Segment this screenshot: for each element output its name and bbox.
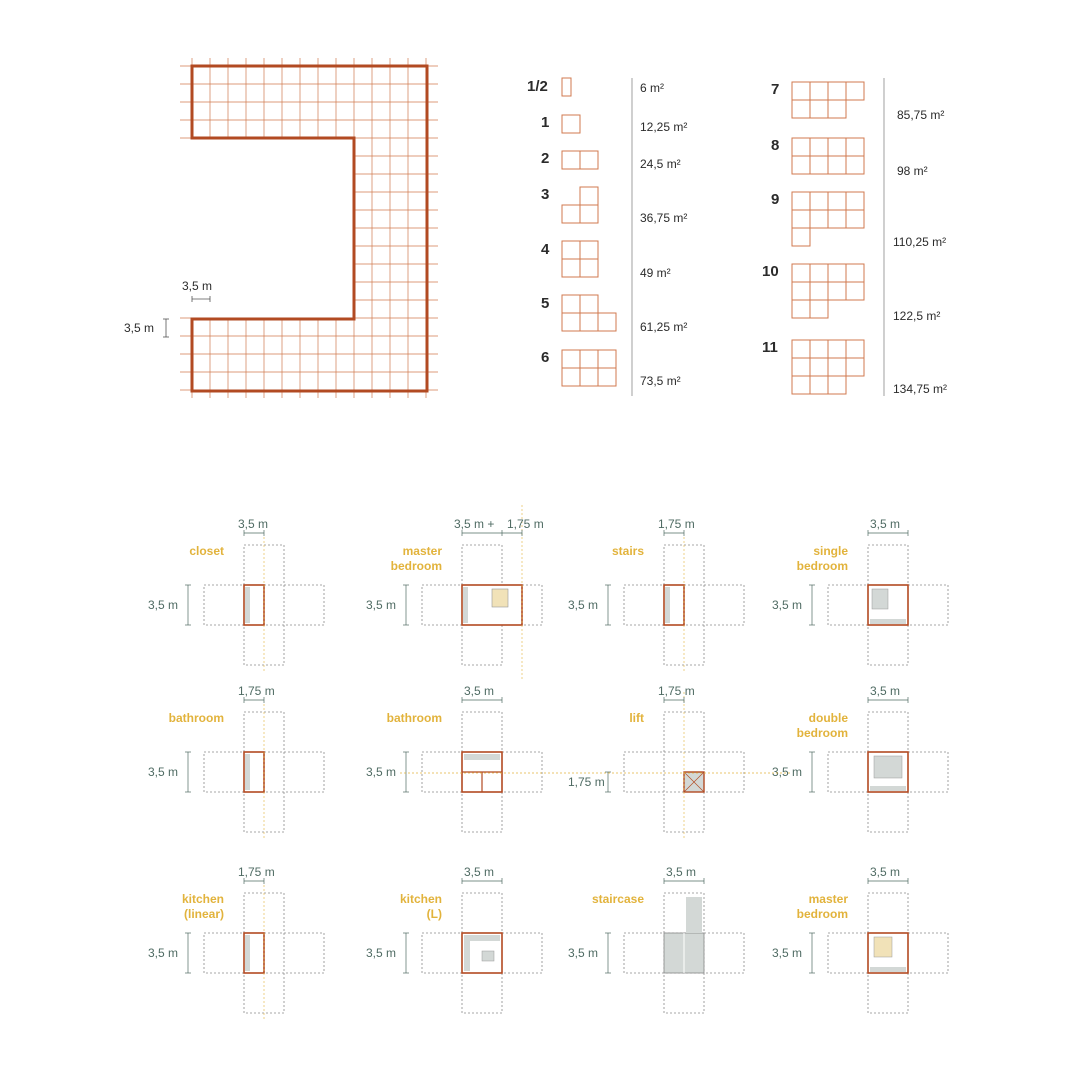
size-entry-10 [771, 191, 946, 249]
size-entry-module [580, 187, 598, 205]
room-label: master [402, 544, 442, 558]
dim-label-top: 3,5 m [666, 865, 697, 879]
size-entry-module [792, 82, 810, 100]
dim-label-side: 3,5 m [772, 765, 803, 779]
size-entry-module [810, 192, 828, 210]
size-entry-module [828, 210, 846, 228]
size-entry-area: 98 m² [897, 164, 928, 178]
size-catalogue [527, 78, 947, 396]
size-entry-module [598, 350, 616, 368]
size-entry-number: 9 [771, 191, 780, 208]
size-entry-9 [771, 137, 928, 178]
module-single-bedroom [772, 517, 948, 665]
room-label: stairs [611, 544, 644, 558]
size-entry-module [562, 350, 580, 368]
size-entry-module [846, 340, 864, 358]
size-entry-module [792, 340, 810, 358]
module-bathroom [366, 684, 542, 832]
size-entry-module [846, 138, 864, 156]
size-entry-module [792, 228, 810, 246]
size-entry-module [580, 205, 598, 223]
bed-icon [492, 589, 508, 607]
size-entry-module [562, 151, 580, 169]
size-entry-2 [541, 114, 687, 134]
room-label: single [813, 544, 848, 558]
size-entry-module [810, 282, 828, 300]
dim-label-side: 3,5 m [148, 946, 179, 960]
dim-label-top: 1,75 m [658, 684, 695, 698]
dim-label-side: 3,5 m [366, 946, 397, 960]
size-entry-module [580, 313, 598, 331]
size-entry-module [828, 282, 846, 300]
bed-icon [872, 589, 888, 609]
size-entry-module [580, 350, 598, 368]
size-entry-module [810, 82, 828, 100]
size-entry-module [828, 100, 846, 118]
size-entry-number: 1/2 [527, 78, 548, 95]
plan-dim-vertical [124, 319, 169, 337]
size-entry-module [792, 192, 810, 210]
size-entry-module [810, 156, 828, 174]
table-icon [482, 951, 494, 961]
dim-label-side: 3,5 m [568, 598, 599, 612]
size-entry-area: 134,75 m² [893, 382, 948, 396]
size-entry-module [562, 295, 580, 313]
size-entry-number: 1 [541, 114, 550, 131]
size-entry-area: 61,25 m² [640, 320, 688, 334]
size-entry-number: 3 [541, 186, 550, 203]
module-double-bedroom [772, 684, 948, 832]
size-entry-module [792, 138, 810, 156]
size-entry-number: 11 [762, 339, 778, 356]
room-furniture [464, 754, 500, 760]
plan-outline [192, 66, 427, 391]
room-furniture [870, 619, 906, 624]
size-entry-module [792, 376, 810, 394]
size-entry-module [810, 264, 828, 282]
size-entry-module [792, 100, 810, 118]
module-master-bedroom [772, 865, 948, 1013]
plan-dim-vertical-label: 3,5 m [124, 321, 155, 335]
dim-label-top: 1,75 m [238, 865, 275, 879]
size-entry-module [810, 100, 828, 118]
module-master-bedroom [366, 505, 544, 680]
size-entry-module [828, 264, 846, 282]
size-entry-number: 4 [541, 241, 550, 258]
u-plan [124, 58, 438, 398]
size-entry-module [846, 156, 864, 174]
size-entry-module [580, 151, 598, 169]
size-entry-area: 49 m² [640, 266, 671, 280]
dim-label-top: 3,5 m + [454, 517, 495, 531]
room-furniture [245, 935, 250, 971]
size-entry-area: 85,75 m² [897, 108, 945, 122]
size-entry-module [792, 156, 810, 174]
room-label: bedroom [796, 559, 848, 573]
module-stairs [568, 517, 744, 673]
size-entry-number: 10 [762, 263, 779, 280]
size-entry-number: 7 [771, 81, 780, 98]
size-entry-module [562, 313, 580, 331]
size-entry-module [828, 358, 846, 376]
size-entry-4 [541, 186, 687, 225]
room-label: bathroom [386, 711, 442, 725]
size-entry-3 [541, 150, 681, 171]
plan-grid [180, 58, 438, 398]
size-entry-module [810, 358, 828, 376]
size-entry-area: 6 m² [640, 81, 664, 95]
room-furniture [463, 587, 468, 623]
room-label: bedroom [796, 907, 848, 921]
bed-icon [874, 756, 902, 778]
size-entry-module [810, 300, 828, 318]
dim-label-top: 1,75 m [658, 517, 695, 531]
size-entry-area: 122,5 m² [893, 309, 941, 323]
size-entry-module [846, 358, 864, 376]
size-entry-module [562, 368, 580, 386]
size-entry-module [828, 376, 846, 394]
size-entry-5 [541, 241, 671, 280]
size-entry-module [810, 340, 828, 358]
bed-icon [874, 937, 892, 957]
size-entry-module [810, 138, 828, 156]
room-furniture [245, 754, 250, 790]
plan-dim-horizontal [182, 279, 212, 302]
room-label: double [808, 711, 848, 725]
size-entry-module [598, 368, 616, 386]
size-entry-module [828, 138, 846, 156]
size-entry-module [846, 192, 864, 210]
dim-label-side: 3,5 m [366, 598, 397, 612]
dim-label-side: 1,75 m [568, 775, 605, 789]
dim-label-top: 3,5 m [870, 684, 901, 698]
dim-label-side: 3,5 m [366, 765, 397, 779]
dim-label-top-extra: 1,75 m [507, 517, 544, 531]
dim-label-side: 3,5 m [148, 765, 179, 779]
module-bathroom [148, 684, 324, 840]
dim-label-side: 3,5 m [148, 598, 179, 612]
module-staircase [568, 865, 744, 1013]
size-entry-area: 110,25 m² [893, 235, 947, 249]
size-entry-11 [762, 263, 940, 323]
module-kitchen-L [366, 865, 542, 1013]
size-entry-area: 24,5 m² [640, 157, 681, 171]
size-entry-area: 12,25 m² [640, 120, 688, 134]
dim-label-top: 1,75 m [238, 684, 275, 698]
size-entry-number: 2 [541, 150, 550, 167]
size-entry-module [580, 295, 598, 313]
dim-label-top: 3,5 m [870, 865, 901, 879]
counter-side [464, 935, 470, 971]
dim-label-top: 3,5 m [238, 517, 269, 531]
size-entry-area: 36,75 m² [640, 211, 688, 225]
size-entry-module [828, 192, 846, 210]
size-entry-module [846, 282, 864, 300]
size-entry-module [846, 264, 864, 282]
size-entry-12 [762, 339, 947, 396]
dim-label-top: 3,5 m [464, 865, 495, 879]
plan-dim-horizontal-label: 3,5 m [182, 279, 213, 293]
room-label: closet [189, 544, 224, 558]
size-entry-module [562, 78, 571, 96]
room-furniture [870, 967, 906, 972]
dim-label-top: 3,5 m [464, 684, 495, 698]
size-entry-7 [541, 349, 681, 388]
room-label: (linear) [183, 907, 224, 921]
room-label: bedroom [796, 726, 848, 740]
module-closet [148, 517, 324, 673]
size-entry-area: 73,5 m² [640, 374, 681, 388]
size-entry-module [846, 210, 864, 228]
module-kitchen-linear [148, 865, 324, 1021]
size-entry-module [580, 259, 598, 277]
size-entry-module [580, 368, 598, 386]
size-entry-module [562, 115, 580, 133]
room-furniture [245, 587, 250, 623]
dim-label-side: 3,5 m [772, 598, 803, 612]
room-label: kitchen [399, 892, 442, 906]
size-entry-number: 5 [541, 295, 550, 312]
room-furniture [870, 786, 906, 791]
size-entry-module [562, 241, 580, 259]
size-entry-module [828, 82, 846, 100]
room-label: (L) [426, 907, 442, 921]
size-entry-module [562, 259, 580, 277]
room-label: lift [629, 711, 644, 725]
size-entry-module [792, 210, 810, 228]
size-entry-module [792, 264, 810, 282]
room-furniture [665, 587, 670, 623]
room-label: staircase [591, 892, 644, 906]
size-entry-module [792, 282, 810, 300]
room-label: bedroom [390, 559, 442, 573]
dim-label-side: 3,5 m [568, 946, 599, 960]
room-modules [148, 505, 948, 1021]
size-entry-module [792, 358, 810, 376]
staircase-flight [686, 897, 702, 933]
size-entry-module [810, 376, 828, 394]
size-entry-8 [771, 81, 944, 122]
size-entry-6 [541, 295, 687, 334]
room-label: kitchen [181, 892, 224, 906]
size-entry-module [810, 210, 828, 228]
size-entry-module [792, 300, 810, 318]
size-entry-module [562, 205, 580, 223]
size-entry-number: 6 [541, 349, 550, 366]
size-entry-number: 8 [771, 137, 780, 154]
size-entry-module [828, 340, 846, 358]
module-lift [568, 684, 744, 840]
room-label: master [808, 892, 848, 906]
room-label: bathroom [168, 711, 224, 725]
size-entry-module [580, 241, 598, 259]
dim-label-top: 3,5 m [870, 517, 901, 531]
size-entry-1 [527, 78, 664, 96]
size-entry-module [828, 156, 846, 174]
size-entry-module [846, 82, 864, 100]
dim-label-side: 3,5 m [772, 946, 803, 960]
size-entry-module [598, 313, 616, 331]
